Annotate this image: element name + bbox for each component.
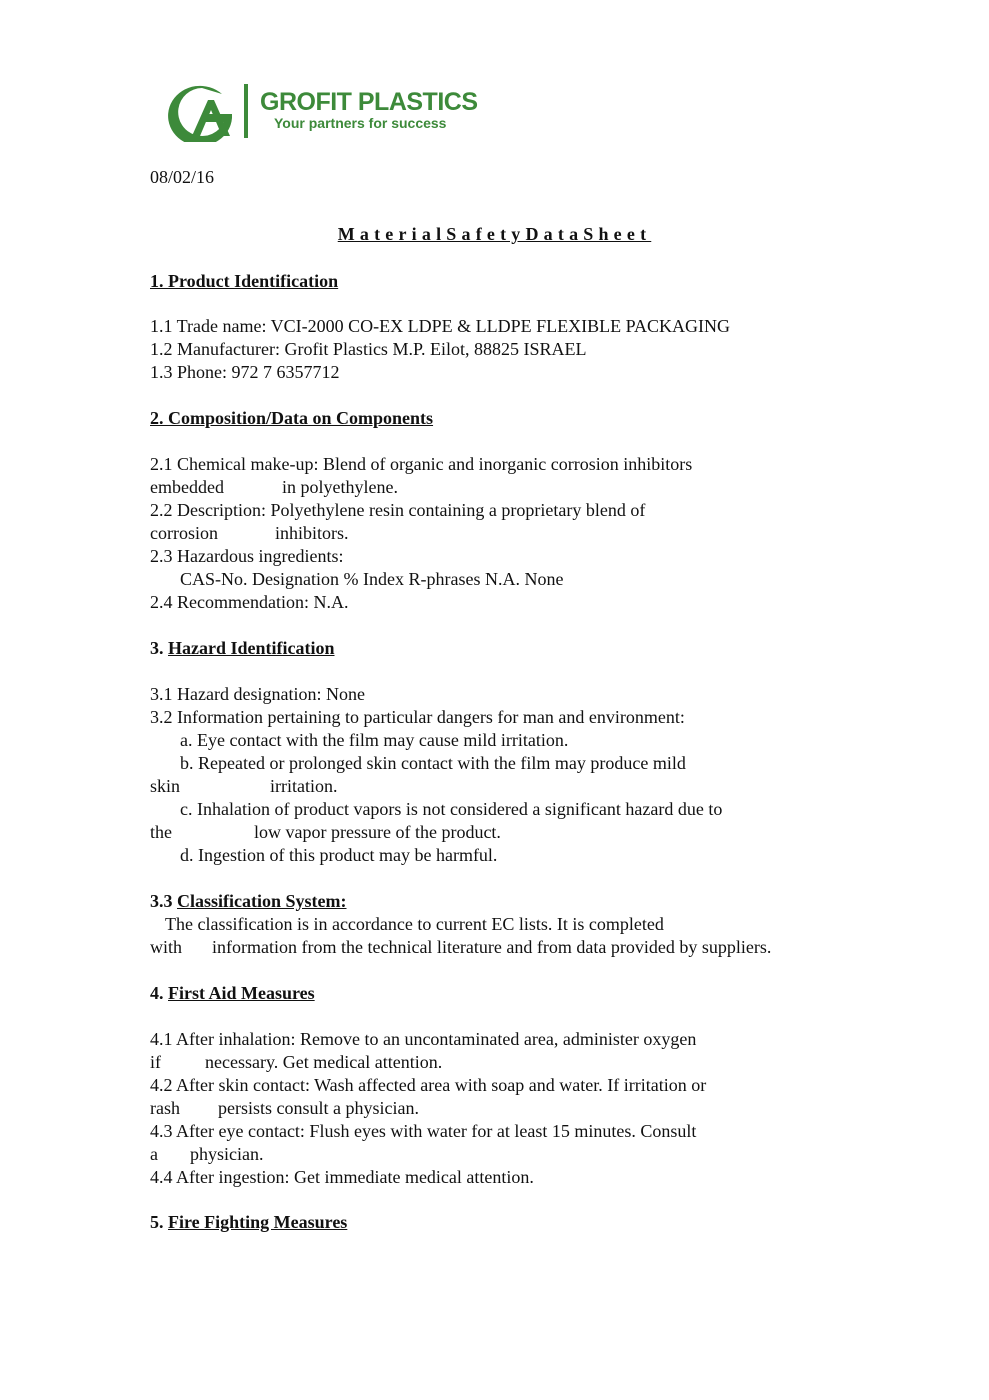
hazardous-ingredients: 2.3 Hazardous ingredients: xyxy=(150,546,344,566)
danger-c-cont xyxy=(150,821,501,843)
after-eye-contact: 4.3 After eye contact: Flush eyes with water for at least 15 minutes. Consult xyxy=(150,1121,697,1141)
description-cont xyxy=(150,522,349,544)
text-fragment: a xyxy=(150,1144,158,1164)
logo-tagline: Your partners for success xyxy=(274,115,447,131)
section-title: Fire Fighting Measures xyxy=(168,1212,348,1232)
section-2-heading: 2. Composition/Data on Components xyxy=(150,408,434,428)
phone: 1.3 Phone: 972 7 6357712 xyxy=(150,362,340,382)
section-3-3-heading xyxy=(150,890,347,912)
after-inhalation: 4.1 After inhalation: Remove to an uncontaminated area, administer oxygen xyxy=(150,1029,697,1049)
text-fragment: necessary. Get medical attention. xyxy=(205,1052,443,1072)
section-number: 3. xyxy=(150,638,164,658)
logo-divider xyxy=(244,84,248,138)
chemical-makeup: 2.1 Chemical make-up: Blend of organic and inorganic corrosion inhibitors xyxy=(150,454,693,474)
manufacturer: 1.2 Manufacturer: Grofit Plastics M.P. Eilot, 88825 ISRAEL xyxy=(150,339,587,359)
text-fragment: information from the technical literature and from data provided by suppliers. xyxy=(212,937,772,957)
grofit-logo-icon xyxy=(162,82,242,142)
after-eye-contact-cont xyxy=(150,1143,264,1165)
section-4-heading xyxy=(150,982,315,1004)
text-fragment: persists consult a physician. xyxy=(218,1098,419,1118)
hazard-designation: 3.1 Hazard designation: None xyxy=(150,684,365,704)
text-fragment: skin xyxy=(150,776,181,796)
section-number: 3.3 xyxy=(150,891,173,911)
classification-text-cont xyxy=(150,936,771,958)
after-ingestion: 4.4 After ingestion: Get immediate medical attention. xyxy=(150,1167,534,1187)
danger-b-cont xyxy=(150,775,338,797)
section-title: Hazard Identification xyxy=(168,638,335,658)
text-fragment: with xyxy=(150,937,183,957)
section-1-heading: 1. Product Identification xyxy=(150,271,339,291)
logo-name: GROFIT PLASTICS xyxy=(260,88,478,116)
trade-name: 1.1 Trade name: VCI-2000 CO-EX LDPE & LLDPE FLEXIBLE PACKAGING xyxy=(150,316,730,336)
danger-a: a. Eye contact with the film may cause mild irritation. xyxy=(180,730,569,750)
text-fragment: rash xyxy=(150,1098,180,1118)
chemical-makeup-cont xyxy=(150,476,398,498)
section-number: 4. xyxy=(150,983,164,1003)
dangers-info: 3.2 Information pertaining to particular dangers for man and environment: xyxy=(150,707,685,727)
classification-text: The classification is in accordance to current EC lists. It is completed xyxy=(165,914,664,934)
hazardous-ingredients-detail: CAS-No. Designation % Index R-phrases N.A. None xyxy=(180,569,564,589)
document-date: 08/02/16 xyxy=(150,167,215,187)
text-fragment: low vapor pressure of the product. xyxy=(254,822,501,842)
text-fragment: if xyxy=(150,1052,161,1072)
after-inhalation-cont xyxy=(150,1051,442,1073)
section-5-heading xyxy=(150,1211,347,1233)
danger-d: d. Ingestion of this product may be harmful. xyxy=(180,845,498,865)
recommendation: 2.4 Recommendation: N.A. xyxy=(150,592,349,612)
section-title: Classification System: xyxy=(177,891,347,911)
text-fragment: embedded xyxy=(150,477,224,497)
after-skin-contact: 4.2 After skin contact: Wash affected area with soap and water. If irritation or xyxy=(150,1075,707,1095)
text-fragment: physician. xyxy=(190,1144,264,1164)
text-fragment: irritation. xyxy=(270,776,338,796)
text-fragment: inhibitors. xyxy=(274,523,349,543)
text-fragment: in polyethylene. xyxy=(281,477,398,497)
danger-c: c. Inhalation of product vapors is not considered a significant hazard due to xyxy=(180,799,723,819)
section-title: First Aid Measures xyxy=(168,983,315,1003)
danger-b: b. Repeated or prolonged skin contact with the film may produce mild xyxy=(180,753,686,773)
text-fragment: corrosion xyxy=(150,523,218,543)
text-fragment: the xyxy=(150,822,172,842)
document-title: MaterialSafetyDataSheet xyxy=(337,224,652,244)
description: 2.2 Description: Polyethylene resin containing a proprietary blend of xyxy=(150,500,646,520)
company-logo xyxy=(162,82,478,142)
section-number: 5. xyxy=(150,1212,164,1232)
section-3-heading xyxy=(150,637,335,659)
after-skin-contact-cont xyxy=(150,1097,419,1119)
